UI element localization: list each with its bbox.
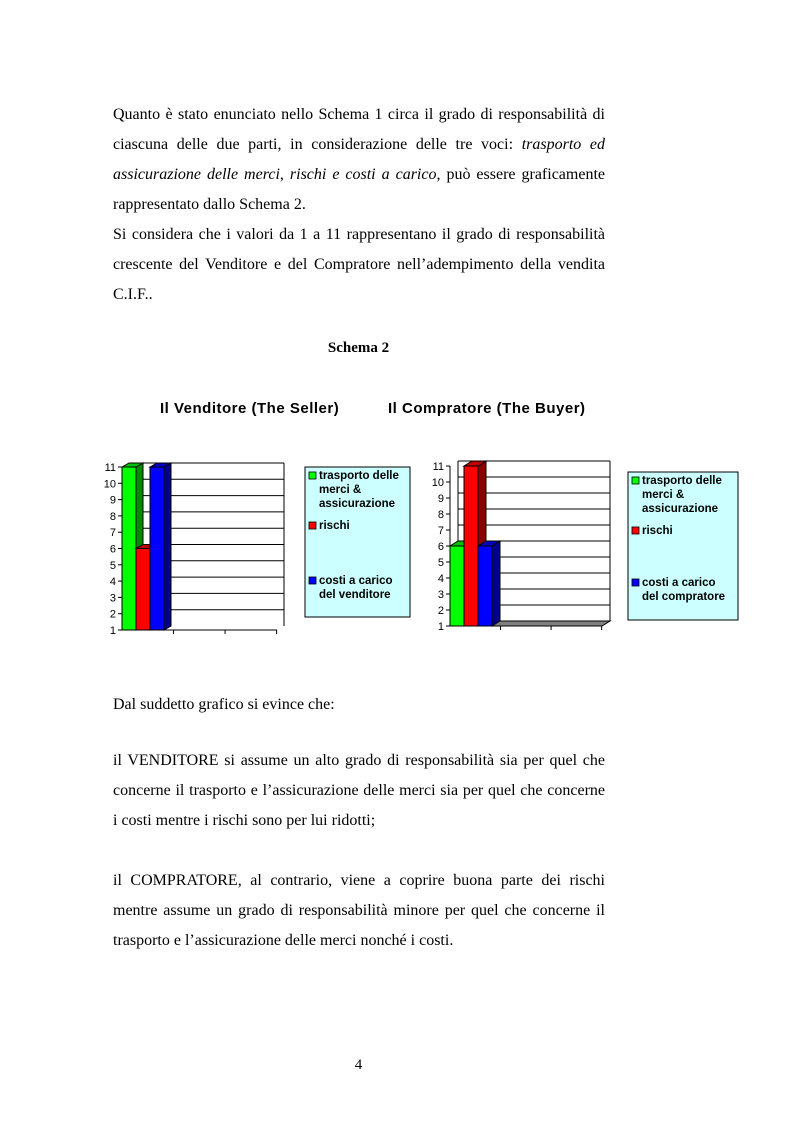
bar-chart-0 [104, 462, 410, 637]
bar [150, 467, 164, 630]
y-tick-label: 2 [109, 608, 116, 621]
intro-text: Si considera che i valori da 1 a 11 rappresentano il grado di responsabilità [113, 226, 605, 243]
seller-paragraph [113, 746, 605, 836]
intro-text: , può essere graficamente [436, 166, 606, 183]
y-tick-label: 3 [109, 592, 116, 605]
legend-label: merci & [642, 489, 685, 501]
y-tick-label: 4 [437, 573, 444, 585]
y-tick-label: 9 [109, 494, 116, 507]
intro-text: ciascuna delle due parti, in considerazione delle tre voci: [113, 136, 522, 153]
legend-swatch [632, 527, 639, 534]
buyer-chart-title: Il Compratore (The Buyer) [388, 400, 586, 417]
intro-italic-text: trasporto ed [521, 136, 606, 153]
bar [450, 546, 464, 626]
schema-title: Schema 2 [327, 340, 390, 356]
bar-side [492, 541, 500, 626]
page-number: 4 [354, 1057, 363, 1073]
bar [464, 466, 478, 626]
legend-label: del compratore [642, 591, 726, 603]
intro-text: C.I.F.. [113, 286, 153, 303]
seller-line: concerne il trasporto e l’assicurazione delle merci sia per quel che concerne [113, 782, 605, 799]
intro-text: rappresentato dallo Schema 2. [113, 196, 306, 213]
legend-label: costi a carico [319, 575, 393, 587]
bar-chart-1 [432, 461, 738, 633]
intro-text: Quanto è stato enunciato nello Schema 1 circa il grado di responsabilità di [113, 106, 605, 123]
buyer-line: mentre assume un grado di responsabilità minore per quel che concerne il [113, 902, 605, 919]
y-tick-label: 11 [104, 462, 116, 474]
conclusion-intro-line: Dal suddetto grafico si evince che: [113, 696, 335, 713]
seller-line: il VENDITORE si assume un alto grado di responsabilità sia per quel che [113, 752, 605, 769]
conclusion-intro [113, 690, 605, 720]
legend-swatch [309, 577, 316, 584]
y-tick-label: 11 [432, 461, 444, 473]
y-tick-label: 9 [437, 493, 444, 505]
legend-label: rischi [319, 520, 350, 532]
bar-side [164, 463, 171, 630]
legend-label: del venditore [319, 589, 391, 601]
y-tick-label: 6 [109, 543, 116, 556]
y-tick-label: 10 [431, 477, 444, 489]
y-tick-label: 1 [109, 625, 116, 637]
legend-label: trasporto delle [642, 475, 722, 487]
legend-swatch [309, 472, 316, 479]
intro-italic-text: rischi e costi a carico [289, 166, 437, 183]
legend-label: assicurazione [319, 498, 396, 510]
bar [122, 467, 136, 630]
legend-label: merci & [319, 484, 362, 496]
intro-text: crescente del Venditore e del Compratore nell’adempimento della vendita [113, 256, 605, 273]
seller-line: i costi mentre i rischi sono per lui ridotti; [113, 812, 376, 829]
y-tick-label: 4 [109, 576, 116, 589]
intro-italic-text: assicurazione delle merci [113, 166, 280, 183]
legend-label: costi a carico [642, 577, 716, 589]
legend-label: rischi [642, 525, 673, 537]
y-tick-label: 7 [109, 527, 116, 540]
y-tick-label: 10 [103, 478, 116, 491]
y-tick-label: 8 [109, 510, 116, 523]
y-tick-label: 6 [437, 541, 444, 553]
y-tick-label: 3 [437, 589, 444, 601]
buyer-line: trasporto e l’assicurazione delle merci nonché i costi. [113, 932, 454, 949]
intro-text: , [279, 166, 290, 183]
legend-label: assicurazione [642, 503, 719, 515]
legend-label: trasporto delle [319, 470, 399, 482]
y-tick-label: 2 [437, 605, 444, 617]
buyer-line: il COMPRATORE, al contrario, viene a coprire buona parte dei rischi [113, 872, 605, 889]
y-tick-label: 7 [437, 525, 444, 537]
buyer-paragraph [113, 866, 605, 956]
bar [478, 546, 492, 626]
y-tick-label: 8 [437, 509, 444, 521]
legend-swatch [632, 579, 639, 586]
legend-swatch [632, 477, 639, 484]
bar [136, 549, 150, 631]
legend-swatch [309, 522, 316, 529]
y-tick-label: 5 [437, 557, 444, 569]
seller-chart-title: Il Venditore (The Seller) [160, 400, 340, 417]
y-tick-label: 5 [109, 559, 116, 572]
y-tick-label: 1 [437, 621, 444, 633]
